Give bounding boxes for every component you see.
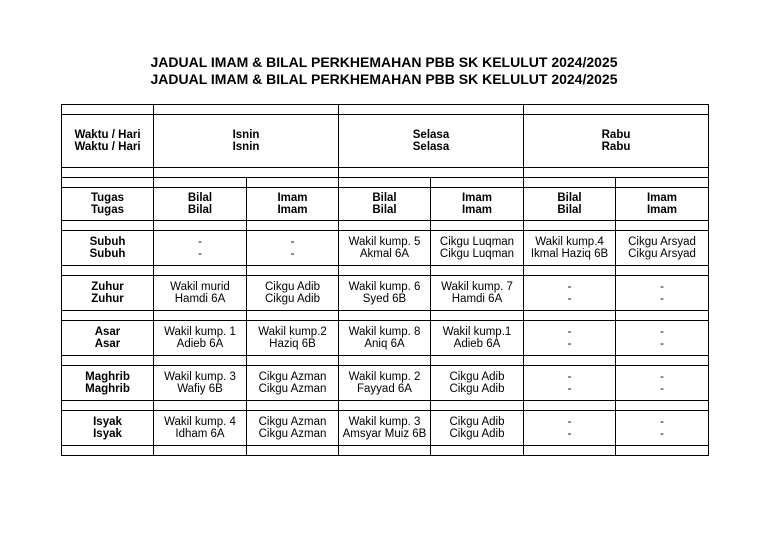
assignment-cell [616, 321, 709, 356]
spacer-cell [339, 221, 431, 231]
prayer-time-cell-line: Zuhur [91, 293, 124, 305]
role-header-cell [524, 188, 616, 221]
spacer-cell [154, 266, 247, 276]
assignment-cell [524, 366, 616, 401]
day-header-cell [154, 115, 339, 168]
assignment-cell-line: Wakil kump.2 [258, 326, 327, 338]
assignment-cell [616, 366, 709, 401]
assignment-cell-line: Wakil kump. 3 [348, 416, 421, 428]
spacer-cell [616, 401, 709, 411]
prayer-time-cell-line: Subuh [89, 248, 126, 260]
prayer-row [62, 366, 709, 401]
assignment-cell-line: Cikgu Adib [265, 293, 320, 305]
spacer-row [62, 266, 709, 276]
assignment-cell-line: Wakil kump. 2 [348, 371, 421, 383]
spacer-cell [524, 311, 616, 321]
assignment-cell [154, 411, 247, 446]
spacer-cell [154, 105, 339, 115]
prayer-row [62, 231, 709, 266]
day-header-cell-line: Isnin [232, 141, 260, 153]
spacer-row [62, 311, 709, 321]
assignment-cell-line: Cikgu Arsyad [628, 236, 696, 248]
spacer-cell [247, 401, 339, 411]
spacer-cell [247, 221, 339, 231]
assignment-cell [431, 366, 524, 401]
assignment-cell-line: - [198, 248, 202, 260]
prayer-time-cell [62, 321, 154, 356]
assignment-cell-line: Cikgu Adib [265, 281, 320, 293]
spacer-cell [431, 266, 524, 276]
spacer-cell [339, 401, 431, 411]
spacer-cell [616, 221, 709, 231]
prayer-time-cell-line: Subuh [89, 236, 126, 248]
assignment-cell-line: - [660, 281, 664, 293]
assignment-cell-line: - [567, 326, 572, 338]
spacer-row [62, 401, 709, 411]
role-header-cell [154, 188, 247, 221]
tugas-label-cell-line: Tugas [90, 204, 124, 216]
spacer-cell [62, 105, 154, 115]
spacer-cell [62, 446, 154, 456]
prayer-time-cell-line: Zuhur [91, 281, 124, 293]
assignment-cell [339, 366, 431, 401]
assignment-cell-line: Cikgu Azman [258, 416, 327, 428]
assignment-cell-line: Cikgu Azman [258, 428, 327, 440]
spacer-cell [247, 356, 339, 366]
corner-header-cell [62, 115, 154, 168]
assignment-cell-line: Cikgu Luqman [439, 236, 515, 248]
spacer-cell [154, 401, 247, 411]
corner-header-cell-line: Waktu / Hari [74, 141, 141, 153]
assignment-cell [247, 366, 339, 401]
spacer-cell [247, 266, 339, 276]
prayer-time-cell-line: Maghrib [85, 383, 130, 395]
day-header-cell [524, 115, 709, 168]
spacer-cell [524, 168, 709, 178]
assignment-cell-line: Ikmal Haziq 6B [530, 248, 609, 260]
assignment-cell-line: - [660, 383, 664, 395]
assignment-cell-line: - [660, 293, 664, 305]
assignment-cell-line: - [290, 236, 295, 248]
document-title [0, 54, 768, 88]
assignment-cell [154, 321, 247, 356]
assignment-cell-line: Wakil kump.4 [535, 236, 604, 248]
assignment-cell-line: - [660, 428, 664, 440]
assignment-cell-line: Wakil kump. 6 [348, 281, 421, 293]
spacer-row [62, 356, 709, 366]
role-header-cell-line: Imam [277, 192, 308, 204]
assignment-cell [431, 276, 524, 311]
assignment-cell-line: Idham 6A [175, 428, 225, 440]
spacer-cell [616, 356, 709, 366]
assignment-cell [154, 231, 247, 266]
assignment-cell-line: - [290, 248, 295, 260]
prayer-time-cell-line: Isyak [93, 428, 122, 440]
assignment-cell-line: Wakil kump. 1 [164, 326, 236, 338]
assignment-cell [247, 231, 339, 266]
spacer-cell [524, 221, 616, 231]
day-header-cell-line: Selasa [412, 129, 450, 141]
assignment-cell-line: Cikgu Arsyad [628, 248, 696, 260]
assignment-cell-line: Adieb 6A [453, 338, 501, 350]
spacer-cell [247, 446, 339, 456]
role-header-cell [339, 188, 431, 221]
role-header-cell-line: Imam [277, 204, 308, 216]
role-header-cell-line: Bilal [557, 192, 582, 204]
assignment-cell-line: - [660, 416, 664, 428]
spacer-cell [62, 356, 154, 366]
spacer-cell [431, 311, 524, 321]
assignment-cell-line: Cikgu Adib [449, 416, 505, 428]
role-header-cell-line: Bilal [557, 204, 582, 216]
assignment-cell-line: - [660, 326, 664, 338]
prayer-row [62, 276, 709, 311]
assignment-cell-line: Wakil murid [170, 281, 230, 293]
tugas-label-cell [62, 188, 154, 221]
spacer-row [62, 168, 709, 178]
spacer-row [62, 178, 709, 188]
spacer-cell [154, 168, 339, 178]
assignment-cell [247, 276, 339, 311]
assignment-cell-line: - [567, 338, 572, 350]
assignment-cell [616, 231, 709, 266]
assignment-cell [431, 321, 524, 356]
assignment-cell-line: Wakil kump. 7 [441, 281, 513, 293]
prayer-time-cell-line: Asar [94, 338, 121, 350]
prayer-time-cell-line: Asar [94, 326, 121, 338]
role-header-cell [431, 188, 524, 221]
spacer-cell [339, 266, 431, 276]
assignment-cell-line: Wakil kump.1 [442, 326, 512, 338]
assignment-cell-line: - [567, 428, 572, 440]
assignment-cell [339, 321, 431, 356]
role-header-cell [616, 188, 709, 221]
prayer-time-cell [62, 231, 154, 266]
spacer-cell [524, 105, 709, 115]
assignment-cell-line: Wakil kump. 8 [348, 326, 421, 338]
day-header-cell [339, 115, 524, 168]
schedule-table [61, 104, 709, 456]
title-line: JADUAL IMAM & BILAL PERKHEMAHAN PBB SK KELULUT 2024/2025 [150, 54, 618, 70]
role-header-cell-line: Bilal [372, 204, 397, 216]
spacer-cell [616, 178, 709, 188]
prayer-row [62, 411, 709, 446]
assignment-cell [431, 231, 524, 266]
assignment-cell-line: Cikgu Luqman [439, 248, 515, 260]
assignment-cell-line: Hamdi 6A [451, 293, 503, 305]
assignment-cell [524, 411, 616, 446]
header-row [62, 115, 709, 168]
day-header-cell-line: Rabu [601, 129, 631, 141]
assignment-cell-line: Amsyar Muiz 6B [342, 428, 427, 440]
spacer-cell [154, 178, 247, 188]
role-header-cell-line: Imam [646, 204, 678, 216]
spacer-cell [247, 311, 339, 321]
spacer-cell [524, 266, 616, 276]
spacer-cell [339, 446, 431, 456]
spacer-cell [339, 356, 431, 366]
corner-header-cell-line: Waktu / Hari [74, 129, 141, 141]
day-header-cell-line: Selasa [412, 141, 450, 153]
assignment-cell-line: Cikgu Azman [258, 383, 327, 395]
spacer-cell [524, 356, 616, 366]
spacer-cell [524, 446, 616, 456]
assignment-cell-line: Cikgu Adib [449, 371, 505, 383]
spacer-cell [62, 168, 154, 178]
assignment-cell-line: - [567, 281, 572, 293]
assignment-cell-line: Haziq 6B [269, 338, 316, 350]
spacer-cell [339, 178, 431, 188]
prayer-time-cell [62, 411, 154, 446]
spacer-row [62, 221, 709, 231]
prayer-time-cell [62, 276, 154, 311]
spacer-row [62, 105, 709, 115]
assignment-cell-line: Wakil kump. 5 [348, 236, 421, 248]
assignment-cell-line: Fayyad 6A [357, 383, 412, 395]
spacer-cell [154, 221, 247, 231]
spacer-cell [616, 446, 709, 456]
spacer-cell [431, 446, 524, 456]
role-header-cell-line: Imam [461, 204, 493, 216]
role-header-cell-line: Imam [461, 192, 493, 204]
spacer-cell [431, 356, 524, 366]
assignment-cell-line: - [567, 371, 572, 383]
role-header-cell-line: Bilal [372, 192, 397, 204]
spacer-cell [154, 311, 247, 321]
assignment-cell [524, 321, 616, 356]
assignment-cell-line: - [660, 371, 664, 383]
assignment-cell [339, 276, 431, 311]
spacer-cell [431, 221, 524, 231]
assignment-cell [431, 411, 524, 446]
prayer-time-cell-line: Isyak [93, 416, 122, 428]
spacer-cell [616, 311, 709, 321]
assignment-cell [154, 276, 247, 311]
tugas-row [62, 188, 709, 221]
prayer-time-cell-line: Maghrib [85, 371, 130, 383]
spacer-cell [431, 401, 524, 411]
assignment-cell-line: - [660, 338, 664, 350]
tugas-label-cell-line: Tugas [90, 192, 124, 204]
assignment-cell [616, 276, 709, 311]
assignment-cell [339, 231, 431, 266]
assignment-cell-line: Syed 6B [362, 293, 407, 305]
role-header-cell-line: Bilal [187, 204, 213, 216]
assignment-cell-line: Wakil kump. 3 [164, 371, 236, 383]
assignment-cell-line: - [198, 236, 202, 248]
assignment-cell-line: - [567, 416, 572, 428]
assignment-cell-line: - [567, 383, 572, 395]
spacer-cell [62, 266, 154, 276]
spacer-cell [247, 178, 339, 188]
spacer-cell [62, 401, 154, 411]
spacer-cell [62, 178, 154, 188]
day-header-cell-line: Isnin [232, 129, 260, 141]
assignment-cell-line: Cikgu Adib [449, 383, 505, 395]
assignment-cell-line: - [567, 293, 572, 305]
spacer-cell [524, 401, 616, 411]
role-header-cell [247, 188, 339, 221]
assignment-cell-line: Hamdi 6A [174, 293, 226, 305]
spacer-cell [616, 266, 709, 276]
prayer-row [62, 321, 709, 356]
spacer-cell [154, 356, 247, 366]
spacer-cell [154, 446, 247, 456]
assignment-cell-line: Adieb 6A [176, 338, 224, 350]
assignment-cell-line: Cikgu Adib [449, 428, 505, 440]
assignment-cell-line: Aniq 6A [364, 338, 405, 350]
spacer-cell [62, 311, 154, 321]
assignment-cell-line: Wakil kump. 4 [164, 416, 236, 428]
assignment-cell [339, 411, 431, 446]
spacer-cell [339, 105, 524, 115]
day-header-cell-line: Rabu [601, 141, 631, 153]
spacer-row [62, 446, 709, 456]
assignment-cell [524, 231, 616, 266]
spacer-cell [524, 178, 616, 188]
assignment-cell [616, 411, 709, 446]
role-header-cell-line: Imam [646, 192, 678, 204]
role-header-cell-line: Bilal [187, 192, 213, 204]
spacer-cell [339, 168, 524, 178]
spacer-cell [62, 221, 154, 231]
assignment-cell [247, 411, 339, 446]
assignment-cell-line: Akmal 6A [359, 248, 410, 260]
assignment-cell [154, 366, 247, 401]
spacer-cell [339, 311, 431, 321]
prayer-time-cell [62, 366, 154, 401]
assignment-cell [524, 276, 616, 311]
assignment-cell-line: Cikgu Azman [258, 371, 327, 383]
assignment-cell-line: Wafiy 6B [177, 383, 223, 395]
title-line: JADUAL IMAM & BILAL PERKHEMAHAN PBB SK KELULUT 2024/2025 [150, 71, 618, 87]
assignment-cell [247, 321, 339, 356]
spacer-cell [431, 178, 524, 188]
